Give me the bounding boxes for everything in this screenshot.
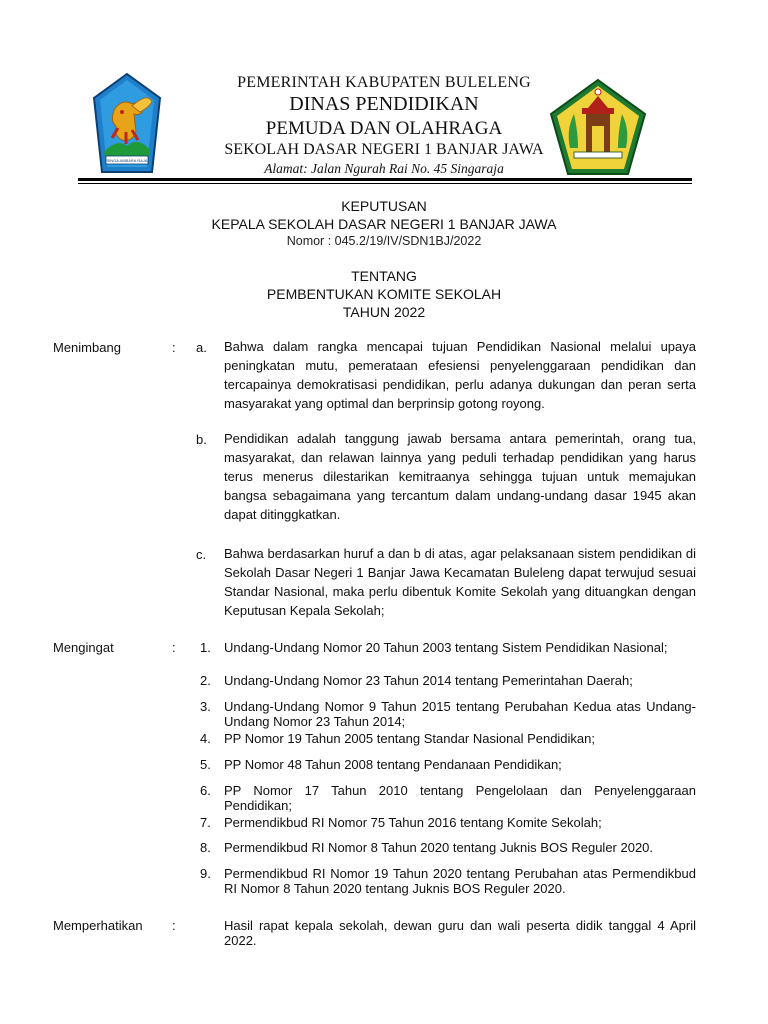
letterhead (0, 0, 768, 190)
letterhead-address: Alamat: Jalan Ngurah Rai No. 45 Singaraja (264, 161, 504, 176)
menimbang-item-text: Pendidikan adalah tanggung jawab bersama antara pemerintah, orang tua, masyarakat, dan relawan lainnya yang peduli terhadap pendidikan yang harus terus menerus dilestarikan kemitraanya sehingga tujuan untuk memajukan bangsa sebagaimana yang tercantum dalam undang-undang dasar 1945 akan dapat ditinggkatkan. (224, 431, 696, 522)
mengingat-item-mark: 6. (200, 783, 211, 798)
mengingat-label: Mengingat (53, 640, 114, 655)
decree-about-label: TENTANG (351, 268, 417, 284)
mengingat-item-text: PP Nomor 17 Tahun 2010 tentang Pengelolaan dan Penyelenggaraan Pendidikan; (224, 783, 696, 813)
menimbang-item-mark: c. (196, 547, 207, 562)
mengingat-item-text: PP Nomor 19 Tahun 2005 tentang Standar Nasional Pendidikan; (224, 731, 596, 746)
menimbang-item-text: Bahwa berdasarkan huruf a dan b di atas, agar pelaksanaan sistem pendidikan di Sekolah Dasar Negeri 1 Banjar Jawa Kecamatan Buleleng dapat terwujud sesuai Standar Nasional, maka perlu dibentuk Komite Sekolah yang dituangkan dengan Keputusan Kepala Sekolah; (224, 546, 696, 618)
mengingat-item-text: Permendikbud RI Nomor 8 Tahun 2020 tentang Juknis BOS Reguler 2020. (224, 840, 654, 855)
mengingat-item-mark: 9. (200, 866, 211, 881)
letterhead-rule-thin (78, 183, 692, 184)
decree-title: KEPUTUSAN (341, 198, 427, 214)
mengingat-item-text: Permendikbud RI Nomor 19 Tahun 2020 tentang Perubahan atas Permendikbud RI Nomor 8 Tahun 2020 tentang Juknis BOS Reguler 2020. (224, 866, 696, 896)
mengingat-item-mark: 3. (200, 699, 211, 714)
letterhead-agency-line: DINAS PENDIDIKAN (289, 93, 479, 115)
menimbang-item-mark: b. (196, 432, 207, 447)
menimbang-item-mark: a. (196, 340, 207, 355)
memperhatikan-colon: : (172, 918, 176, 933)
letterhead-agency-line-2: PEMUDA DAN OLAHRAGA (265, 118, 503, 139)
mengingat-item-text: PP Nomor 48 Tahun 2008 tentang Pendanaan Pendidikan; (224, 757, 562, 772)
mengingat-item-mark: 4. (200, 731, 211, 746)
decree-year: TAHUN 2022 (342, 304, 426, 320)
decree-number: Nomor : 045.2/19/IV/SDN1BJ/2022 (286, 234, 482, 248)
letterhead-school-name: SEKOLAH DASAR NEGERI 1 BANJAR JAWA (224, 141, 544, 158)
menimbang-colon: : (172, 340, 176, 355)
mengingat-item-text: Permendikbud RI Nomor 75 Tahun 2016 tentang Komite Sekolah; (224, 815, 602, 830)
menimbang-item-text: Bahwa dalam rangka mencapai tujuan Pendidikan Nasional melalui upaya peningkatan mutu, pemerataan efesiensi penyelenggaraan pendidikan dan tercapainya demokratisasi pendidikan, perlu adanya dukungan dan peran serta masyarakat yang optimal dan berprinsip gotong royong. (224, 339, 696, 411)
memperhatikan-text: Hasil rapat kepala sekolah, dewan guru dan wali peserta didik tanggal 4 April 2022. (224, 918, 696, 948)
mengingat-item-mark: 5. (200, 757, 211, 772)
mengingat-item-mark: 2. (200, 673, 211, 688)
mengingat-item-text: Undang-Undang Nomor 23 Tahun 2014 tentang Pemerintahan Daerah; (224, 673, 633, 688)
mengingat-colon: : (172, 640, 176, 655)
letterhead-government-line: PEMERINTAH KABUPATEN BULELENG (237, 74, 531, 91)
decree-subject: PEMBENTUKAN KOMITE SEKOLAH (266, 286, 502, 302)
menimbang-label: Menimbang (53, 340, 121, 355)
mengingat-item-mark: 7. (200, 815, 211, 830)
letterhead-rule-thick (78, 178, 692, 181)
decree-issuer: KEPALA SEKOLAH DASAR NEGERI 1 BANJAR JAWA (211, 216, 557, 232)
mengingat-item-mark: 8. (200, 840, 211, 855)
mengingat-item-text: Undang-Undang Nomor 20 Tahun 2003 tentang Sistem Pendidikan Nasional; (224, 640, 668, 655)
mengingat-item-mark: 1. (200, 640, 211, 655)
mengingat-item-text: Undang-Undang Nomor 9 Tahun 2015 tentang Perubahan Kedua atas Undang-Undang Nomor 23 Tahun 2014; (224, 699, 696, 729)
memperhatikan-label: Memperhatikan (53, 918, 143, 933)
left-logo-ribbon-text: SINGA AMBARA RAJA (106, 158, 148, 163)
